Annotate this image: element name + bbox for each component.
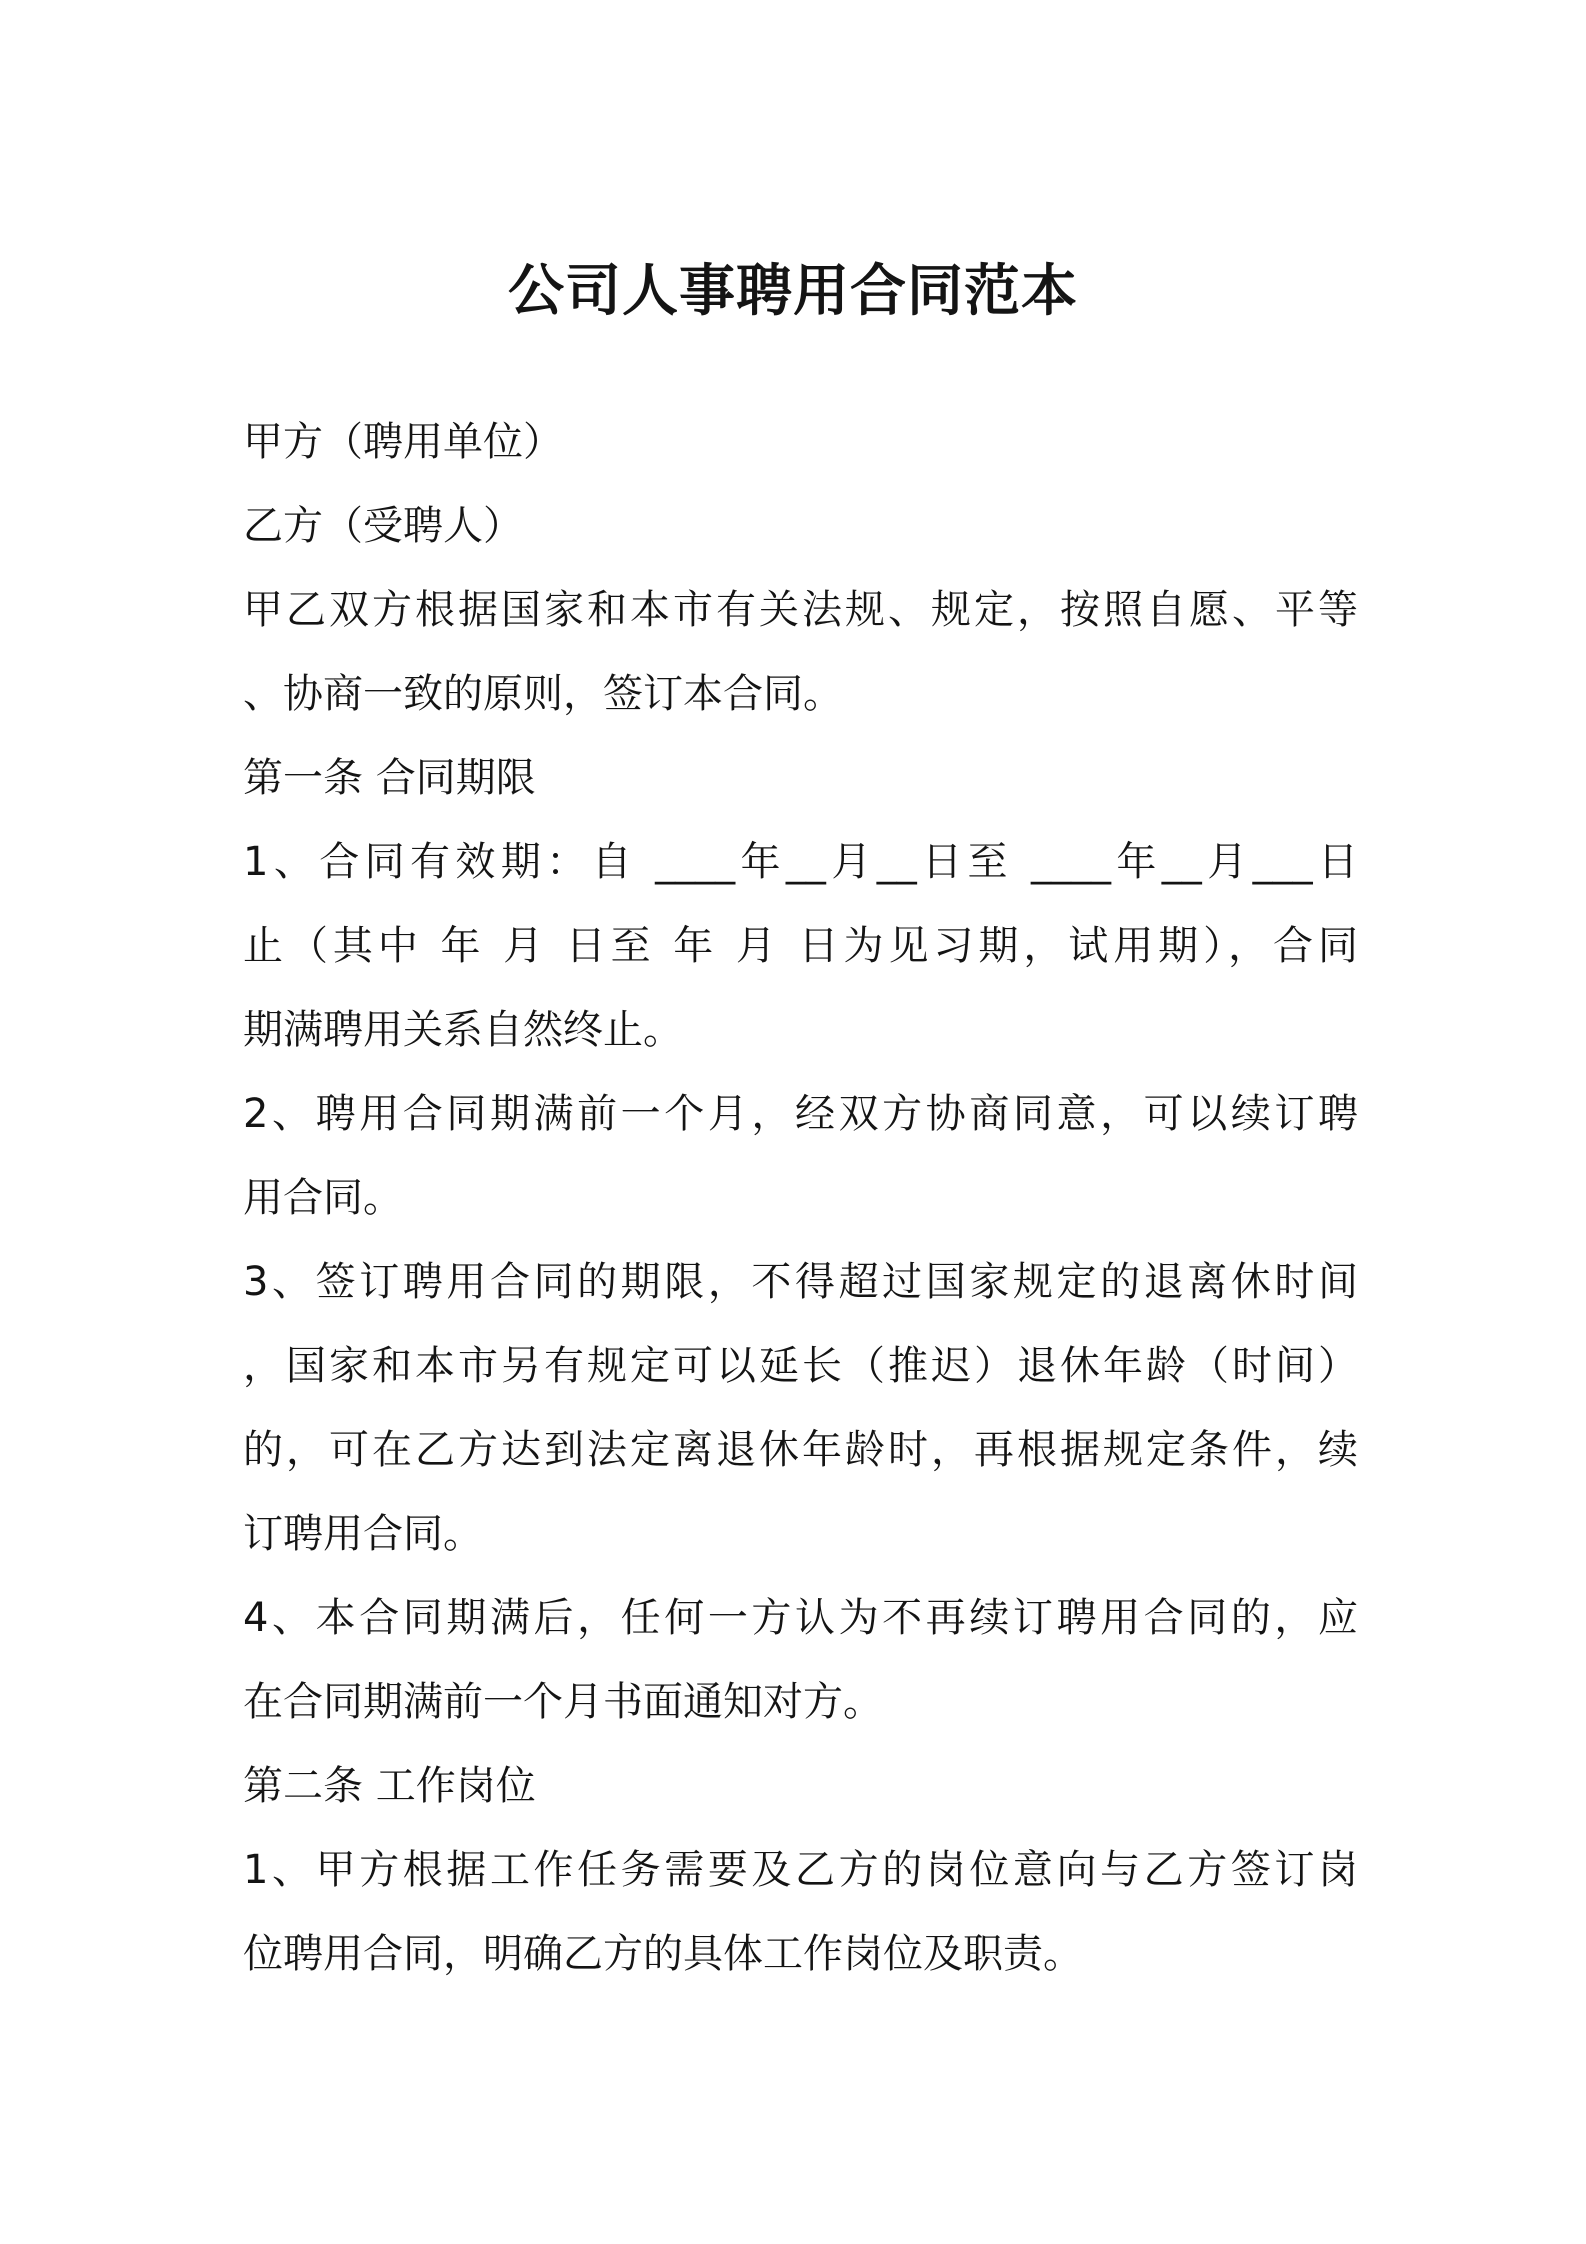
party-a-line: 甲方（聘用单位） [243, 419, 563, 465]
article-1-heading: 第一条 合同期限 [243, 755, 536, 801]
clause-1-3-line-3: 的，可在乙方达到法定离退休年龄时，再根据规定条件，续 [243, 1427, 1358, 1473]
preamble-line-2: 、协商一致的原则，签订本合同。 [243, 671, 843, 717]
preamble-line-1: 甲乙双方根据国家和本市有关法规、规定，按照自愿、平等 [243, 587, 1358, 633]
clause-1-3-line-2: ，国家和本市另有规定可以延长（推迟）退休年龄（时间） [243, 1343, 1358, 1389]
document-title: 公司人事聘用合同范本 [508, 259, 1078, 324]
clause-1-1-line-3: 期满聘用关系自然终止。 [243, 1007, 683, 1053]
clause-1-4-line-2: 在合同期满前一个月书面通知对方。 [243, 1679, 883, 1725]
clause-1-2-line-2: 用合同。 [243, 1175, 403, 1221]
clause-1-3-line-4: 订聘用合同。 [243, 1511, 483, 1557]
clause-1-4-line-1: 4、本合同期满后，任何一方认为不再续订聘用合同的，应 [243, 1595, 1358, 1641]
party-b-line: 乙方（受聘人） [243, 503, 523, 549]
clause-1-1-line-1: 1、合同有效期：自 ____年__月__日至 ____年__月___日 [243, 839, 1358, 885]
clause-2-1-line-2: 位聘用合同，明确乙方的具体工作岗位及职责。 [243, 1931, 1083, 1977]
clause-1-3-line-1: 3、签订聘用合同的期限，不得超过国家规定的退离休时间 [243, 1259, 1358, 1305]
clause-1-1-line-2: 止（其中 年 月 日至 年 月 日为见习期，试用期），合同 [243, 923, 1358, 969]
article-2-heading: 第二条 工作岗位 [243, 1763, 536, 1809]
clause-2-1-line-1: 1、甲方根据工作任务需要及乙方的岗位意向与乙方签订岗 [243, 1847, 1358, 1893]
clause-1-2-line-1: 2、聘用合同期满前一个月，经双方协商同意，可以续订聘 [243, 1091, 1358, 1137]
